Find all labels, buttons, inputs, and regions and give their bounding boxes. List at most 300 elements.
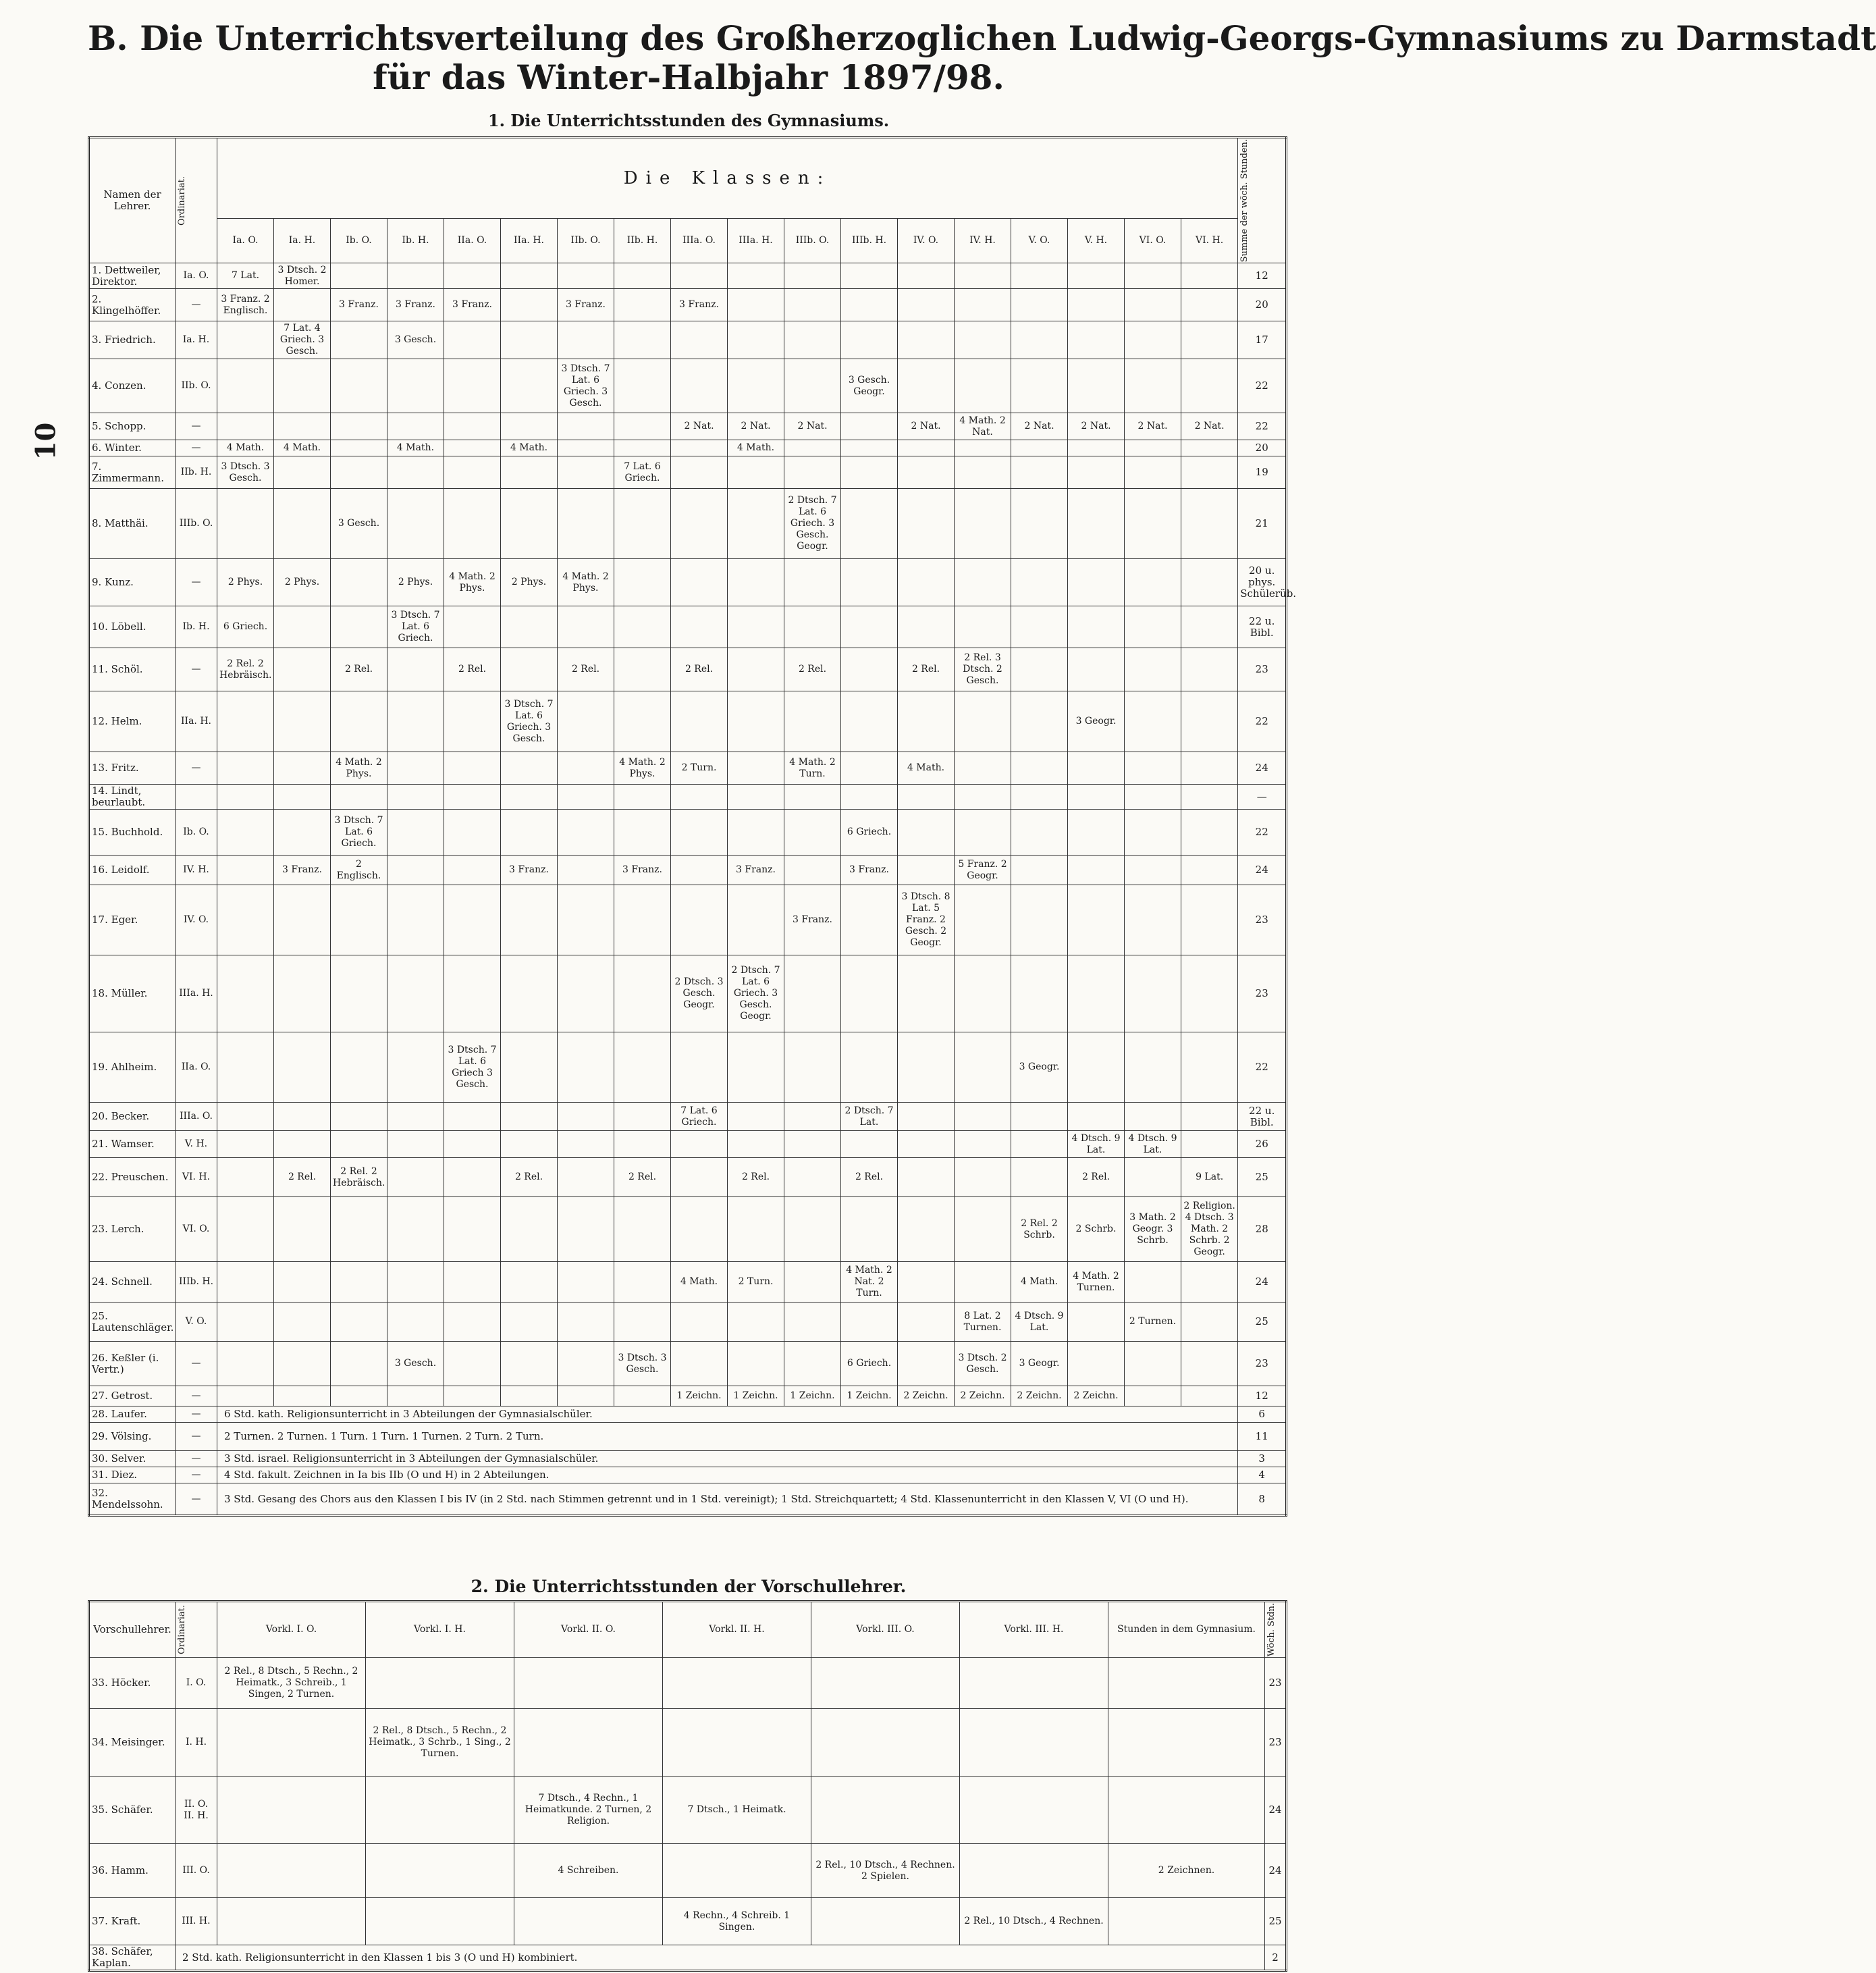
class-header: V. O.	[1011, 219, 1068, 263]
lesson-cell	[1181, 1262, 1238, 1303]
lesson-cell	[444, 489, 501, 559]
lesson-cell	[1181, 1103, 1238, 1131]
lesson-cell: 3 Dtsch. 7 Lat. 6 Griech.	[387, 606, 444, 648]
lesson-cell	[728, 263, 784, 289]
lesson-cell	[274, 691, 331, 752]
teacher-ordinariat: IV. H.	[176, 856, 217, 885]
lesson-cell	[444, 359, 501, 413]
teacher-name: 4. Conzen.	[89, 359, 176, 413]
teacher-sum: 22	[1238, 413, 1287, 440]
lesson-cell	[444, 413, 501, 440]
lesson-cell	[614, 559, 671, 606]
section-title-1: 1. Die Unterrichtsstunden des Gymnasiums.	[487, 111, 890, 130]
title-line-2: für das Winter-Halbjahr 1897/98.	[373, 57, 1004, 97]
lesson-cell	[274, 289, 331, 321]
lesson-cell: 2 Turn.	[671, 752, 728, 785]
vorschule-lesson-cell	[217, 1898, 366, 1945]
lesson-cell	[1011, 1103, 1068, 1131]
lesson-cell	[274, 1197, 331, 1262]
lesson-cell	[841, 559, 898, 606]
teacher-ordinariat: VI. H.	[176, 1158, 217, 1197]
lesson-cell	[558, 1386, 614, 1406]
lesson-cell	[671, 321, 728, 359]
lesson-cell	[898, 810, 955, 856]
teacher-name: 30. Selver.	[89, 1451, 176, 1467]
lesson-cell	[558, 1262, 614, 1303]
lesson-cell	[331, 1262, 387, 1303]
lesson-cell	[1068, 559, 1125, 606]
lesson-cell	[1125, 752, 1181, 785]
lesson-cell	[387, 752, 444, 785]
lesson-cell	[331, 1103, 387, 1131]
lesson-cell	[444, 1131, 501, 1158]
lesson-cell	[387, 359, 444, 413]
vorschullehrer-sum: 24	[1265, 1844, 1287, 1898]
teacher-ordinariat	[176, 785, 217, 810]
teacher-name: 5. Schopp.	[89, 413, 176, 440]
vorschule-column-header: Vorkl. I. H.	[366, 1602, 514, 1658]
vorschule-lesson-cell	[663, 1658, 811, 1709]
header-ordinariat: Ordinariat.	[176, 138, 217, 263]
lesson-cell	[501, 955, 558, 1032]
lesson-cell	[614, 955, 671, 1032]
lesson-cell: 2 Phys.	[274, 559, 331, 606]
lesson-cell	[671, 1131, 728, 1158]
teacher-name: 25. Lautenschläger.	[89, 1303, 176, 1342]
class-header: VI. H.	[1181, 219, 1238, 263]
lesson-cell	[1181, 359, 1238, 413]
lesson-cell	[614, 810, 671, 856]
lesson-cell	[614, 489, 671, 559]
lesson-cell	[217, 1303, 274, 1342]
lesson-cell	[387, 856, 444, 885]
lesson-cell	[274, 606, 331, 648]
teacher-row	[89, 1451, 1287, 1467]
lesson-cell	[841, 648, 898, 691]
class-header: IIa. H.	[501, 219, 558, 263]
lesson-cell: 4 Dtsch. 9 Lat.	[1011, 1303, 1068, 1342]
lesson-cell	[274, 1262, 331, 1303]
lesson-cell	[1068, 1342, 1125, 1386]
header-vorschullehrer: Vorschullehrer.	[89, 1602, 176, 1658]
lesson-cell	[1181, 1131, 1238, 1158]
lesson-cell	[614, 648, 671, 691]
vorschule-lesson-cell: 4 Rechn., 4 Schreib. 1 Singen.	[663, 1898, 811, 1945]
lesson-cell	[387, 263, 444, 289]
lesson-cell: 8 Lat. 2 Turnen.	[955, 1303, 1011, 1342]
lesson-cell	[501, 1131, 558, 1158]
lesson-cell	[217, 885, 274, 955]
teacher-ordinariat: —	[176, 1386, 217, 1406]
lesson-cell	[784, 559, 841, 606]
lesson-cell	[274, 1131, 331, 1158]
lesson-cell: 3 Franz.	[614, 856, 671, 885]
lesson-cell	[558, 263, 614, 289]
lesson-cell: 4 Math.	[1011, 1262, 1068, 1303]
teacher-ordinariat: Ia. O.	[176, 263, 217, 289]
teacher-name: 31. Diez.	[89, 1467, 176, 1483]
lesson-cell	[387, 955, 444, 1032]
lesson-cell	[1181, 440, 1238, 456]
lesson-cell: 3 Dtsch. 3 Gesch.	[614, 1342, 671, 1386]
lesson-cell	[331, 440, 387, 456]
lesson-cell: 2 Rel.	[784, 648, 841, 691]
lesson-cell	[784, 955, 841, 1032]
lesson-cell: 2 Phys.	[217, 559, 274, 606]
lesson-cell: 3 Dtsch. 7 Lat. 6 Griech. 3 Gesch.	[501, 691, 558, 752]
vorschullehrer-sum: 2	[1265, 1945, 1287, 1971]
lesson-cell	[501, 263, 558, 289]
lesson-cell: 2 Nat.	[728, 413, 784, 440]
lesson-cell	[387, 648, 444, 691]
lesson-cell	[841, 289, 898, 321]
lesson-cell	[784, 321, 841, 359]
teacher-row	[89, 1158, 1287, 1197]
teacher-row	[89, 785, 1287, 810]
vorschule-lesson-cell	[1108, 1658, 1265, 1709]
lesson-cell: 2 Englisch.	[331, 856, 387, 885]
lesson-cell	[217, 1342, 274, 1386]
lesson-cell	[274, 1303, 331, 1342]
lesson-cell: 2 Rel.	[898, 648, 955, 691]
lesson-cell: 3 Dtsch. 2 Homer.	[274, 263, 331, 289]
teacher-name: 22. Preuschen.	[89, 1158, 176, 1197]
lesson-cell	[671, 1303, 728, 1342]
lesson-cell	[1011, 785, 1068, 810]
lesson-cell	[501, 885, 558, 955]
lesson-cell	[728, 752, 784, 785]
lesson-cell	[387, 885, 444, 955]
teacher-sum: 24	[1238, 752, 1287, 785]
lesson-cell	[217, 1032, 274, 1103]
lesson-cell: 3 Gesch.	[387, 321, 444, 359]
vorschule-lesson-cell	[217, 1709, 366, 1777]
lesson-cell	[898, 1158, 955, 1197]
lesson-cell	[614, 785, 671, 810]
teacher-sum: 28	[1238, 1197, 1287, 1262]
lesson-cell	[841, 606, 898, 648]
lesson-cell	[501, 1342, 558, 1386]
lesson-cell: 4 Math.	[728, 440, 784, 456]
vorschule-lesson-cell	[1108, 1898, 1265, 1945]
lesson-cell	[1068, 359, 1125, 413]
class-header: IIIb. H.	[841, 219, 898, 263]
lesson-cell: 4 Math. 2 Phys.	[444, 559, 501, 606]
teacher-row	[89, 1197, 1287, 1262]
lesson-cell	[558, 1342, 614, 1386]
lesson-cell: 2 Rel.	[501, 1158, 558, 1197]
teacher-ordinariat: —	[176, 289, 217, 321]
lesson-cell	[614, 885, 671, 955]
lesson-cell	[671, 691, 728, 752]
lesson-cell	[217, 955, 274, 1032]
gymnasium-schedule-table	[88, 136, 1297, 1517]
page-number: 10	[30, 422, 62, 461]
lesson-cell	[614, 1131, 671, 1158]
lesson-cell	[784, 1103, 841, 1131]
lesson-cell: 4 Dtsch. 9 Lat.	[1068, 1131, 1125, 1158]
lesson-cell	[955, 489, 1011, 559]
teacher-sum: 20	[1238, 440, 1287, 456]
lesson-note: 6 Std. kath. Religionsunterricht in 3 Abteilungen der Gymnasialschüler.	[217, 1406, 1238, 1423]
vorschullehrer-name: 33. Höcker.	[89, 1658, 176, 1709]
teacher-row	[89, 359, 1287, 413]
teacher-sum: 6	[1238, 1406, 1287, 1423]
lesson-cell	[331, 413, 387, 440]
lesson-cell	[1125, 559, 1181, 606]
vorschule-column-header: Vorkl. III. O.	[811, 1602, 960, 1658]
lesson-cell	[331, 263, 387, 289]
teacher-name: 21. Wamser.	[89, 1131, 176, 1158]
lesson-cell	[671, 606, 728, 648]
lesson-cell: 2 Rel. 2 Hebräisch.	[217, 648, 274, 691]
lesson-cell	[217, 1103, 274, 1131]
lesson-cell	[1068, 1103, 1125, 1131]
lesson-cell	[1011, 263, 1068, 289]
lesson-cell	[728, 289, 784, 321]
vorschullehrer-name: 35. Schäfer.	[89, 1777, 176, 1844]
lesson-cell	[331, 1386, 387, 1406]
teacher-ordinariat: —	[176, 1467, 217, 1483]
lesson-cell	[1181, 648, 1238, 691]
lesson-cell: 3 Dtsch. 2 Gesch.	[955, 1342, 1011, 1386]
teacher-name: 1. Dettweiler, Direktor.	[89, 263, 176, 289]
teacher-name: 9. Kunz.	[89, 559, 176, 606]
lesson-cell	[387, 691, 444, 752]
lesson-cell: 2 Rel.	[444, 648, 501, 691]
lesson-note: 4 Std. fakult. Zeichnen in Ia bis IIb (O und H) in 2 Abteilungen.	[217, 1467, 1238, 1483]
lesson-cell	[331, 321, 387, 359]
lesson-cell	[955, 1103, 1011, 1131]
vorschullehrer-row	[89, 1844, 1287, 1898]
lesson-cell: 3 Geogr.	[1068, 691, 1125, 752]
lesson-cell	[1181, 456, 1238, 489]
lesson-cell: 3 Math. 2 Geogr. 3 Schrb.	[1125, 1197, 1181, 1262]
lesson-cell	[671, 810, 728, 856]
lesson-cell	[955, 691, 1011, 752]
teacher-sum: 23	[1238, 885, 1287, 955]
lesson-cell	[728, 1342, 784, 1386]
vorschule-lesson-cell: 7 Dtsch., 1 Heimatk.	[663, 1777, 811, 1844]
lesson-cell	[898, 359, 955, 413]
lesson-cell: 4 Math. 2 Turnen.	[1068, 1262, 1125, 1303]
vorschullehrer-row	[89, 1898, 1287, 1945]
vorschule-lesson-cell	[366, 1658, 514, 1709]
lesson-cell	[1181, 606, 1238, 648]
lesson-cell: 3 Franz. 2 Englisch.	[217, 289, 274, 321]
lesson-cell	[614, 263, 671, 289]
vorschule-lesson-cell	[811, 1898, 960, 1945]
vorschule-lesson-cell	[514, 1658, 663, 1709]
vorschullehrer-name: 38. Schäfer, Kaplan.	[89, 1945, 176, 1971]
lesson-cell	[1068, 1303, 1125, 1342]
lesson-cell	[898, 785, 955, 810]
lesson-cell: 4 Math.	[671, 1262, 728, 1303]
teacher-sum: 17	[1238, 321, 1287, 359]
teacher-ordinariat: IIIb. O.	[176, 489, 217, 559]
lesson-cell	[898, 606, 955, 648]
lesson-cell	[387, 1131, 444, 1158]
lesson-cell: 2 Turnen.	[1125, 1303, 1181, 1342]
header-names: Namen der Lehrer.	[89, 138, 176, 263]
lesson-cell	[841, 1303, 898, 1342]
lesson-cell	[501, 752, 558, 785]
teacher-ordinariat: —	[176, 1423, 217, 1451]
lesson-cell	[728, 1032, 784, 1103]
teacher-name: 27. Getrost.	[89, 1386, 176, 1406]
lesson-cell	[387, 1158, 444, 1197]
lesson-cell	[1125, 321, 1181, 359]
lesson-cell: 3 Dtsch. 7 Lat. 6 Griech.	[331, 810, 387, 856]
lesson-cell	[274, 1342, 331, 1386]
vorschullehrer-name: 37. Kraft.	[89, 1898, 176, 1945]
teacher-sum: 22	[1238, 810, 1287, 856]
lesson-cell	[558, 413, 614, 440]
teacher-name: 23. Lerch.	[89, 1197, 176, 1262]
lesson-cell	[784, 289, 841, 321]
lesson-cell	[614, 1262, 671, 1303]
lesson-cell	[1125, 1032, 1181, 1103]
lesson-cell: 3 Franz.	[444, 289, 501, 321]
lesson-cell	[217, 1131, 274, 1158]
lesson-cell	[671, 263, 728, 289]
lesson-cell	[274, 648, 331, 691]
lesson-cell: 2 Nat.	[671, 413, 728, 440]
lesson-cell	[955, 263, 1011, 289]
lesson-cell	[614, 1197, 671, 1262]
vorschule-lesson-cell	[1108, 1777, 1265, 1844]
lesson-cell	[841, 955, 898, 1032]
lesson-cell	[501, 1032, 558, 1103]
lesson-cell	[955, 955, 1011, 1032]
teacher-row	[89, 321, 1287, 359]
class-header: IIa. O.	[444, 219, 501, 263]
lesson-cell: 3 Dtsch. 8 Lat. 5 Franz. 2 Gesch. 2 Geogr.	[898, 885, 955, 955]
lesson-cell	[1125, 1262, 1181, 1303]
lesson-cell	[1125, 955, 1181, 1032]
teacher-sum: 22	[1238, 1032, 1287, 1103]
teacher-row	[89, 289, 1287, 321]
lesson-cell	[784, 1342, 841, 1386]
lesson-cell: 2 Zeichn.	[955, 1386, 1011, 1406]
lesson-cell: 3 Gesch.	[387, 1342, 444, 1386]
lesson-cell	[671, 1158, 728, 1197]
lesson-cell	[501, 289, 558, 321]
lesson-cell	[331, 1032, 387, 1103]
lesson-cell	[217, 359, 274, 413]
lesson-cell: 3 Gesch.	[331, 489, 387, 559]
vorschule-lesson-cell	[811, 1777, 960, 1844]
lesson-cell	[558, 856, 614, 885]
class-header: Ia. O.	[217, 219, 274, 263]
lesson-cell: 3 Franz.	[558, 289, 614, 321]
lesson-cell: 2 Phys.	[501, 559, 558, 606]
lesson-cell	[1125, 1342, 1181, 1386]
vorschule-lesson-cell	[811, 1709, 960, 1777]
lesson-cell	[274, 1386, 331, 1406]
lesson-cell	[274, 1032, 331, 1103]
lesson-cell	[614, 1032, 671, 1103]
lesson-cell	[1181, 752, 1238, 785]
lesson-cell	[558, 1103, 614, 1131]
lesson-cell	[728, 1303, 784, 1342]
lesson-cell	[444, 1103, 501, 1131]
vorschullehrer-row	[89, 1709, 1287, 1777]
lesson-cell	[955, 1262, 1011, 1303]
lesson-cell	[614, 289, 671, 321]
lesson-cell	[671, 359, 728, 413]
lesson-cell	[784, 606, 841, 648]
teacher-sum: 19	[1238, 456, 1287, 489]
lesson-cell	[558, 1131, 614, 1158]
teacher-ordinariat: —	[176, 1406, 217, 1423]
lesson-cell	[1125, 456, 1181, 489]
teacher-ordinariat: IV. O.	[176, 885, 217, 955]
lesson-cell	[1181, 1303, 1238, 1342]
lesson-cell	[274, 752, 331, 785]
lesson-cell	[387, 1032, 444, 1103]
lesson-cell: 3 Dtsch. 7 Lat. 6 Griech. 3 Gesch.	[558, 359, 614, 413]
teacher-row	[89, 1342, 1287, 1386]
vorschule-lesson-cell: 2 Rel., 8 Dtsch., 5 Rechn., 2 Heimatk., 3 Schreib., 1 Singen, 2 Turnen.	[217, 1658, 366, 1709]
lesson-cell	[1068, 955, 1125, 1032]
teacher-row	[89, 648, 1287, 691]
lesson-cell: 2 Dtsch. 3 Gesch. Geogr.	[671, 955, 728, 1032]
lesson-cell	[387, 1303, 444, 1342]
lesson-cell	[444, 885, 501, 955]
class-header: IIb. O.	[558, 219, 614, 263]
lesson-cell: 2 Rel. 2 Hebräisch.	[331, 1158, 387, 1197]
lesson-cell	[274, 1103, 331, 1131]
vorschullehrer-sum: 25	[1265, 1898, 1287, 1945]
lesson-cell: 4 Math. 2 Nat.	[955, 413, 1011, 440]
teacher-name: 11. Schöl.	[89, 648, 176, 691]
lesson-cell	[217, 785, 274, 810]
lesson-cell	[1011, 955, 1068, 1032]
lesson-cell	[955, 456, 1011, 489]
lesson-cell	[784, 1303, 841, 1342]
lesson-cell	[1068, 289, 1125, 321]
vorschule-lesson-cell: 2 Rel., 8 Dtsch., 5 Rechn., 2 Heimatk., 3 Schrb., 1 Sing., 2 Turnen.	[366, 1709, 514, 1777]
vorschullehrer-row	[89, 1777, 1287, 1844]
lesson-cell	[898, 1262, 955, 1303]
lesson-cell	[501, 1197, 558, 1262]
lesson-cell	[501, 1262, 558, 1303]
lesson-cell	[955, 321, 1011, 359]
vorschullehrer-name: 34. Meisinger.	[89, 1709, 176, 1777]
lesson-cell	[501, 1103, 558, 1131]
lesson-cell: 4 Dtsch. 9 Lat.	[1125, 1131, 1181, 1158]
lesson-cell	[614, 321, 671, 359]
lesson-cell	[1181, 785, 1238, 810]
lesson-cell: 2 Zeichn.	[898, 1386, 955, 1406]
lesson-cell	[444, 752, 501, 785]
lesson-cell	[1068, 1032, 1125, 1103]
lesson-cell	[1011, 321, 1068, 359]
teacher-sum: 12	[1238, 1386, 1287, 1406]
teacher-ordinariat: IIIa. O.	[176, 1103, 217, 1131]
lesson-cell	[501, 489, 558, 559]
lesson-cell	[728, 456, 784, 489]
header-wochenstunden: Wöch. Stdn.	[1265, 1602, 1287, 1658]
lesson-cell	[444, 1342, 501, 1386]
vorschule-lesson-cell	[663, 1709, 811, 1777]
teacher-ordinariat: IIb. O.	[176, 359, 217, 413]
lesson-cell	[387, 413, 444, 440]
lesson-cell	[1125, 359, 1181, 413]
lesson-cell	[898, 263, 955, 289]
lesson-cell	[501, 1386, 558, 1406]
